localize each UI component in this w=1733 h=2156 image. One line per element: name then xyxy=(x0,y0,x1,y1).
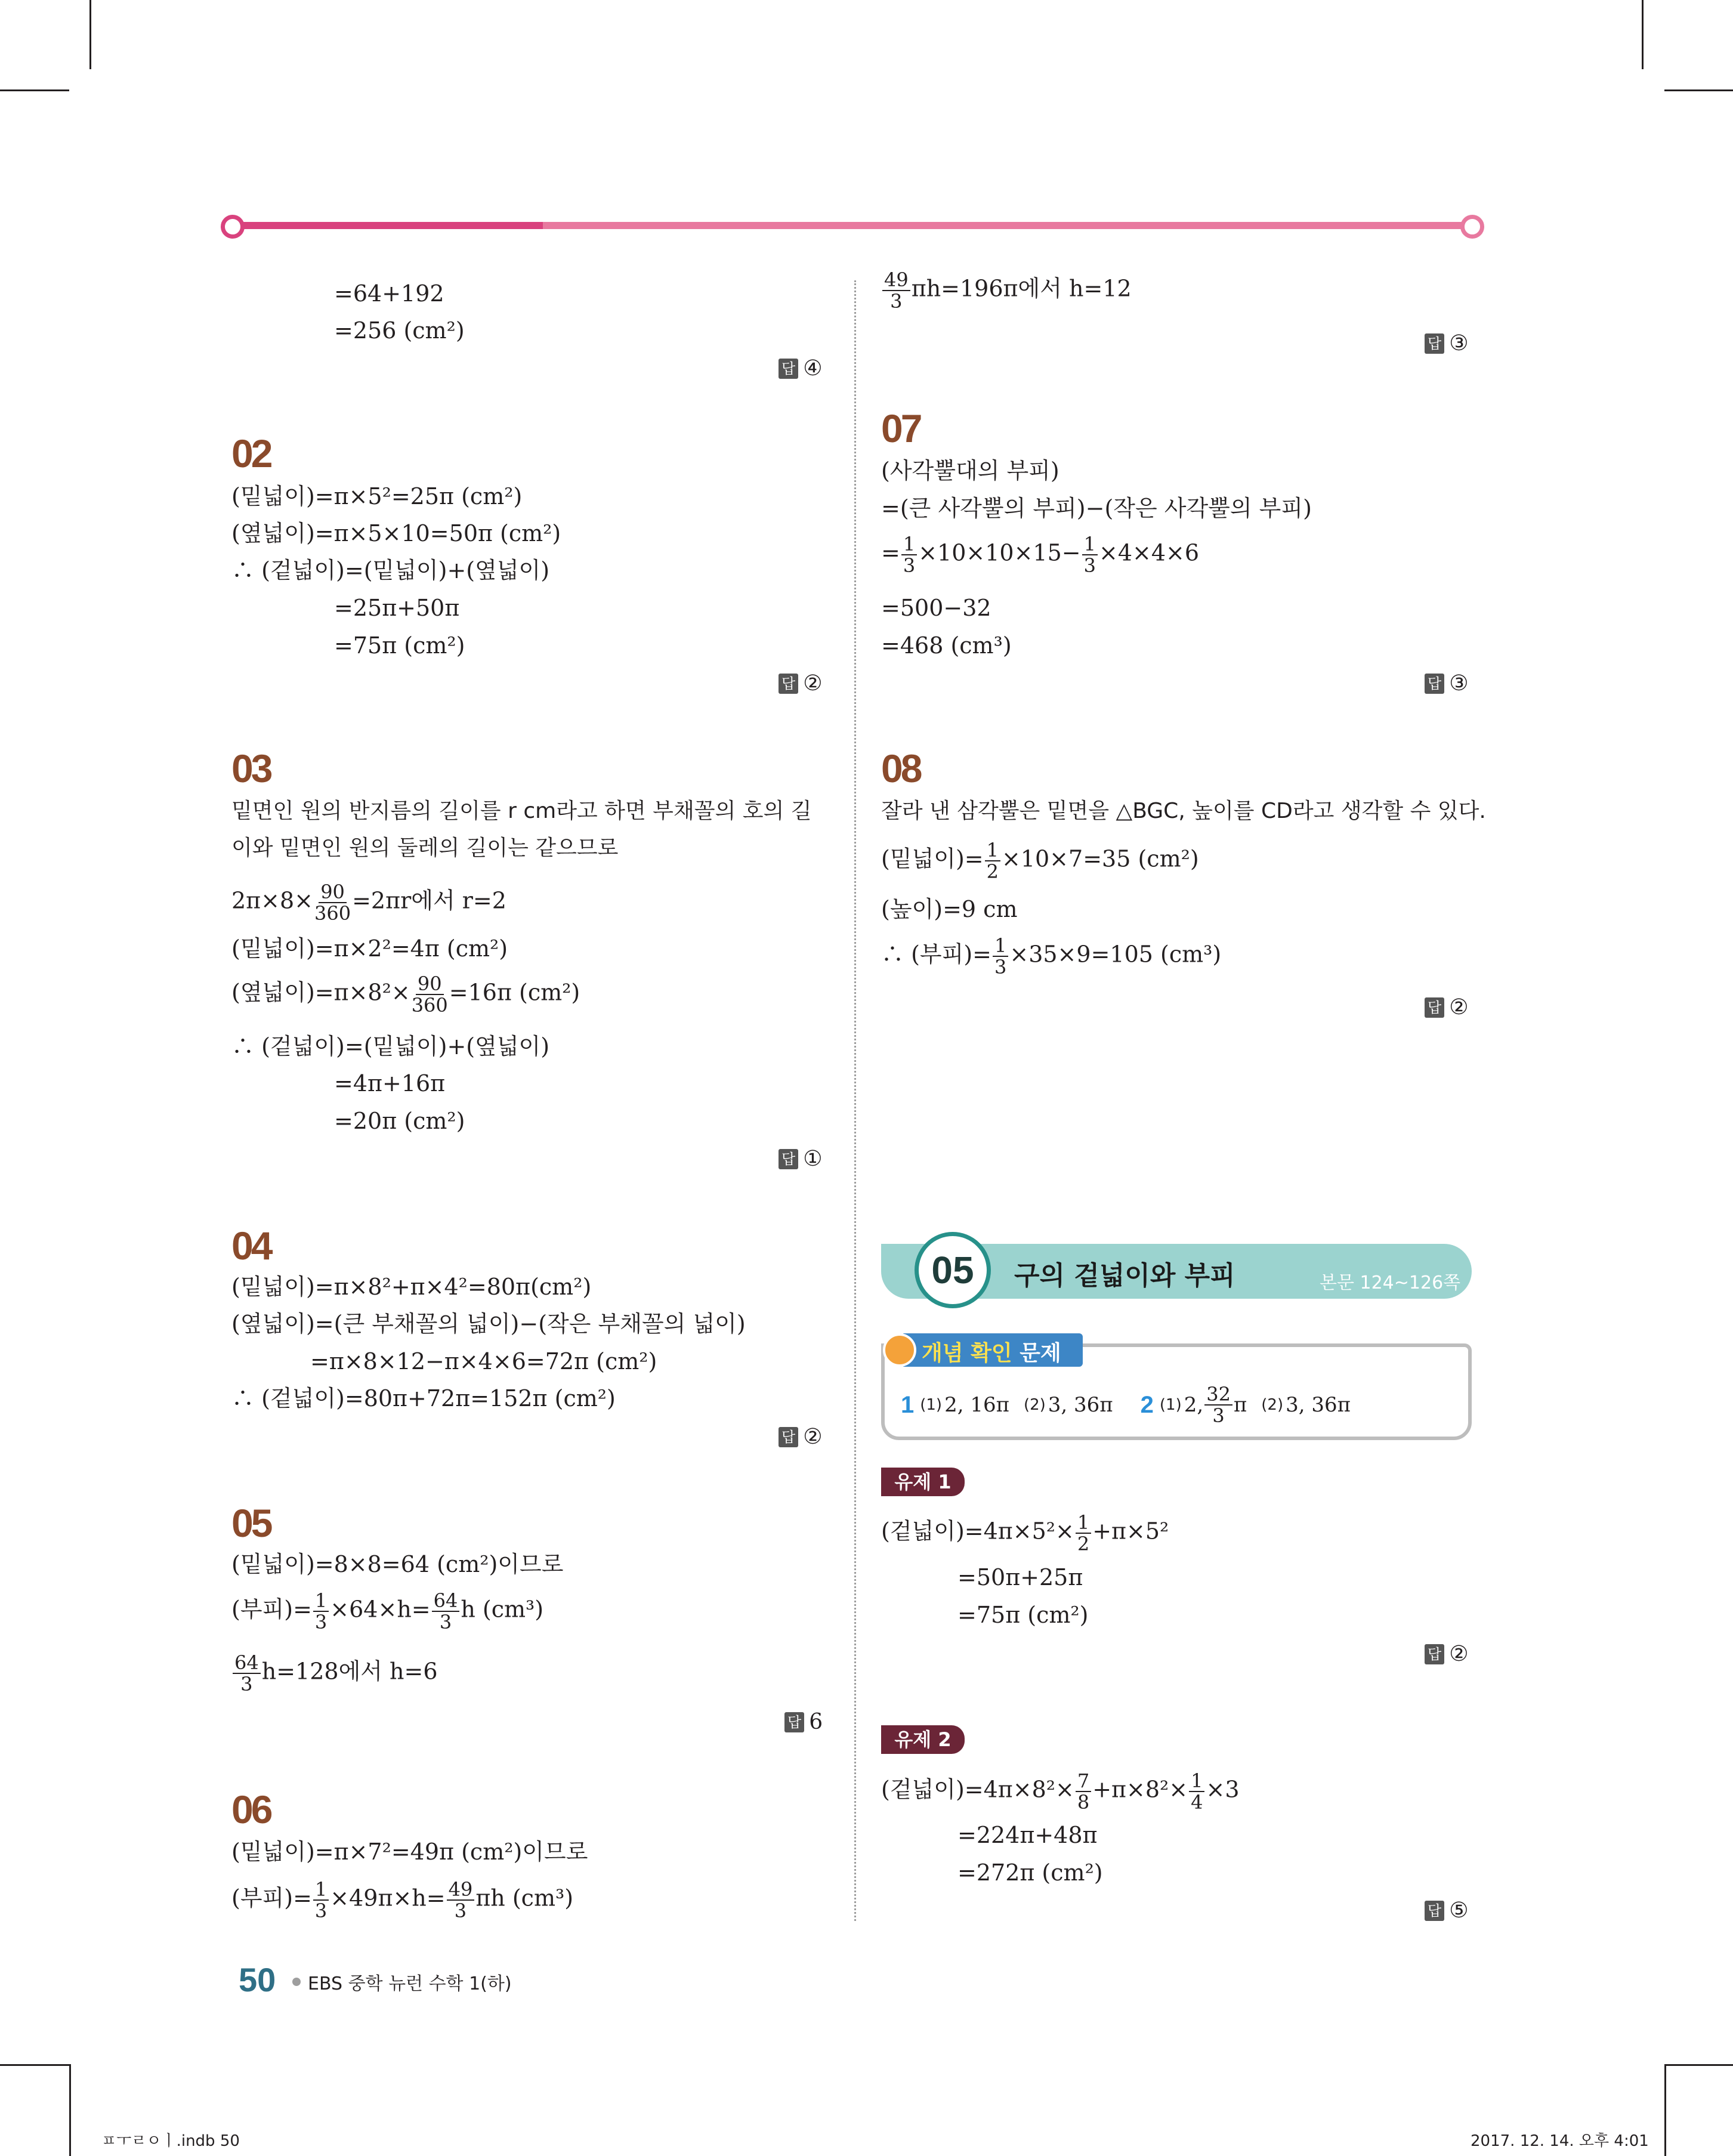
solution-line: =75π (cm²) xyxy=(334,632,465,659)
answer-mark xyxy=(784,1710,823,1734)
crop-mark xyxy=(1664,89,1733,91)
fraction: $\frac{1}{4}$ xyxy=(1189,1771,1204,1812)
expr: =16π (cm²) xyxy=(449,979,580,1006)
answer-tag: 답 xyxy=(779,359,798,379)
solution-line: =20π (cm²) xyxy=(334,1108,465,1134)
solution-line xyxy=(231,974,580,1015)
solution-line xyxy=(231,882,506,923)
crop-mark xyxy=(69,2064,71,2156)
expr: πh=196π에서 h=12 xyxy=(911,275,1132,302)
fraction: $\frac{1}{3}$ xyxy=(901,534,917,576)
solution-line xyxy=(881,840,1199,882)
answer-value: ② xyxy=(1449,1642,1469,1666)
crop-mark xyxy=(1664,2064,1666,2156)
expr: ×35×9=105 (cm³) xyxy=(1009,941,1222,968)
expr: ×49π×h= xyxy=(330,1885,446,1911)
solution-line: (밑넓이)=π×8²+π×4²=80π(cm²) xyxy=(231,1274,592,1300)
fraction: $\frac{49}{3}$ xyxy=(447,1879,475,1921)
expr: (밑넓이)= xyxy=(881,845,984,872)
solution-line: (사각뿔대의 부피) xyxy=(881,458,1059,484)
solution-line xyxy=(231,1652,438,1694)
answer-tag: 답 xyxy=(1425,1644,1444,1664)
crop-mark xyxy=(0,2064,69,2066)
fraction: $\frac{1}{3}$ xyxy=(313,1590,329,1632)
lightbulb-icon xyxy=(883,1333,916,1367)
solution-line: =(큰 사각뿔의 부피)−(작은 사각뿔의 부피) xyxy=(881,495,1312,521)
solution-line: =500−32 xyxy=(881,595,991,621)
part-label: (2) xyxy=(1023,1396,1046,1414)
solution-line xyxy=(881,935,1221,977)
answer-value: ④ xyxy=(803,356,823,381)
solution-line: (높이)=9 cm xyxy=(881,896,1018,922)
problem-number: 04 xyxy=(231,1224,271,1268)
solution-line: =224π+48π xyxy=(957,1822,1098,1848)
answer-value: ① xyxy=(803,1147,823,1171)
answer-value: 2, 16π xyxy=(944,1393,1009,1417)
answer-mark xyxy=(1425,1642,1468,1666)
print-timestamp: 2017. 12. 14. 오후 4:01 xyxy=(1471,2132,1649,2150)
solution-line: =4π+16π xyxy=(334,1070,446,1096)
expr: +π×8²× xyxy=(1092,1776,1188,1803)
answer-mark xyxy=(779,1147,822,1171)
answer-number: 1 xyxy=(901,1391,915,1418)
solution-line: (밑넓이)=8×8=64 (cm²)이므로 xyxy=(231,1551,564,1577)
solution-line: ∴ (겉넓이)=80π+72π=152π (cm²) xyxy=(231,1385,616,1411)
header-bar-dot-right xyxy=(1460,215,1484,239)
fraction: $\frac{1}{2}$ xyxy=(1076,1512,1091,1554)
concept-check-answers xyxy=(901,1384,1351,1426)
answer-tag: 답 xyxy=(1425,997,1444,1018)
expr: ×64×h= xyxy=(330,1596,431,1623)
concept-check-label: 개념 확인 문제 xyxy=(922,1341,1061,1366)
solution-line: =75π (cm²) xyxy=(957,1602,1089,1628)
answer-value: ⑤ xyxy=(1449,1898,1469,1923)
expr: ×10×7=35 (cm²) xyxy=(1001,845,1199,872)
fraction: $\frac{90}{360}$ xyxy=(314,881,351,925)
solution-line: (옆넓이)=(큰 부채꼴의 넓이)−(작은 부채꼴의 넓이) xyxy=(231,1311,746,1337)
answer-mark xyxy=(779,356,822,381)
fraction: $\frac{32}{3}$ xyxy=(1204,1384,1232,1426)
example-tab: 유제 2 xyxy=(881,1725,965,1754)
expr: = xyxy=(881,539,900,566)
fraction: $\frac{64}{3}$ xyxy=(233,1652,261,1694)
expr: ∴ (부피)= xyxy=(881,941,991,968)
answer-mark xyxy=(1425,671,1468,696)
fraction: $\frac{1}{2}$ xyxy=(985,840,1000,882)
solution-line: =468 (cm³) xyxy=(881,632,1012,659)
answer-value: 2, xyxy=(1184,1393,1204,1417)
answer-mark xyxy=(779,671,822,696)
solution-text: 이와 밑면인 원의 둘레의 길이는 같으므로 xyxy=(231,836,619,860)
expr: (겉넓이)=4π×8²× xyxy=(881,1776,1074,1803)
part-label: (1) xyxy=(920,1396,943,1414)
expr: h (cm³) xyxy=(461,1596,544,1623)
problem-number: 08 xyxy=(881,746,920,790)
answer-tag: 답 xyxy=(1425,1901,1444,1921)
answer-mark xyxy=(779,1425,822,1449)
expr: (부피)= xyxy=(231,1885,312,1911)
fraction: $\frac{7}{8}$ xyxy=(1076,1771,1091,1812)
fraction: $\frac{1}{3}$ xyxy=(313,1879,329,1921)
expr: h=128에서 h=6 xyxy=(261,1658,438,1685)
solution-line: =50π+25π xyxy=(957,1564,1083,1590)
header-bar-right xyxy=(543,222,1471,229)
problem-number: 07 xyxy=(881,406,920,450)
part-label: (2) xyxy=(1261,1396,1284,1414)
answer-value: 3, 36π xyxy=(1048,1393,1113,1417)
fraction: $\frac{1}{3}$ xyxy=(993,935,1008,977)
answer-tag: 답 xyxy=(779,674,798,694)
answer-tag: 답 xyxy=(1425,333,1444,354)
expr: ×3 xyxy=(1206,1776,1240,1803)
solution-line xyxy=(881,534,1199,576)
column-divider xyxy=(854,280,856,1921)
expr: =2πr에서 r=2 xyxy=(352,887,506,914)
answer-value: ② xyxy=(803,671,823,696)
part-label: (1) xyxy=(1159,1396,1182,1414)
crop-mark xyxy=(0,89,69,91)
crop-mark xyxy=(89,0,91,69)
page-number: 50 xyxy=(239,1961,276,1999)
expr: +π×5² xyxy=(1092,1518,1169,1545)
fraction: $\frac{1}{3}$ xyxy=(1082,534,1098,576)
solution-line: (밑넓이)=π×2²=4π (cm²) xyxy=(231,935,508,962)
answer-mark xyxy=(1425,995,1468,1020)
answer-number: 2 xyxy=(1140,1391,1154,1418)
fraction: $\frac{90}{360}$ xyxy=(411,972,448,1017)
answer-value: ③ xyxy=(1449,671,1469,696)
expr: (옆넓이)=π×8²× xyxy=(231,979,410,1006)
answer-mark xyxy=(1425,1898,1468,1923)
solution-line: ∴ (겉넓이)=(밑넓이)+(옆넓이) xyxy=(231,1033,550,1060)
solution-line: (밑넓이)=π×7²=49π (cm²)이므로 xyxy=(231,1839,588,1865)
section-number: 05 xyxy=(915,1232,991,1308)
fraction: $\frac{64}{3}$ xyxy=(432,1590,460,1632)
solution-line: ∴ (겉넓이)=(밑넓이)+(옆넓이) xyxy=(231,557,550,583)
solution-line xyxy=(881,1771,1240,1812)
expr: ×10×10×15− xyxy=(918,539,1081,566)
expr: (겉넓이)=4π×5²× xyxy=(881,1518,1074,1545)
problem-number: 03 xyxy=(231,746,271,790)
solution-line: =272π (cm²) xyxy=(957,1860,1103,1886)
expr: (부피)= xyxy=(231,1596,312,1623)
answer-value: ③ xyxy=(1449,331,1469,356)
answer-value: ② xyxy=(1449,995,1469,1020)
solution-line: =64+192 xyxy=(334,280,444,307)
fraction: $\frac{49}{3}$ xyxy=(882,270,910,311)
solution-line xyxy=(881,270,1132,311)
section-title: 구의 겉넓이와 부피 xyxy=(1014,1261,1235,1291)
answer-value: π xyxy=(1233,1393,1247,1417)
print-file-info: ㅍㅜㄹㅇㅣ.indb 50 xyxy=(101,2132,240,2150)
answer-tag: 답 xyxy=(779,1149,798,1169)
problem-number: 05 xyxy=(231,1501,271,1545)
solution-line xyxy=(231,1590,543,1632)
header-bar-dot-left xyxy=(221,215,245,239)
solution-text: 밑면인 원의 반지름의 길이를 r cm라고 하면 부채꼴의 호의 길 xyxy=(231,799,812,823)
solution-line xyxy=(231,1879,573,1921)
header-bar-left xyxy=(233,222,543,229)
answer-value: 3, 36π xyxy=(1286,1393,1351,1417)
expr: ×4×4×6 xyxy=(1098,539,1200,566)
crop-mark xyxy=(1642,0,1644,69)
solution-line: (밑넓이)=π×5²=25π (cm²) xyxy=(231,483,523,509)
solution-line xyxy=(881,1512,1169,1554)
book-title-text: EBS 중학 뉴런 수학 1(하) xyxy=(308,1973,512,1994)
answer-tag: 답 xyxy=(779,1427,798,1447)
answer-tag: 답 xyxy=(784,1712,804,1732)
answer-value: ② xyxy=(803,1425,823,1449)
solution-line: =25π+50π xyxy=(334,595,460,621)
crop-mark xyxy=(1664,2064,1733,2066)
problem-number: 06 xyxy=(231,1787,271,1831)
example-tab: 유제 1 xyxy=(881,1468,965,1496)
problem-number: 02 xyxy=(231,431,271,475)
bullet-icon xyxy=(292,1978,301,1986)
solution-text: 잘라 낸 삼각뿔은 밑면을 △BGC, 높이를 CD라고 생각할 수 있다. xyxy=(881,799,1486,823)
solution-line: =π×8×12−π×4×6=72π (cm²) xyxy=(310,1348,657,1374)
solution-line: (옆넓이)=π×5×10=50π (cm²) xyxy=(231,520,561,546)
book-title xyxy=(292,1969,512,1995)
expr: 2π×8× xyxy=(231,887,314,914)
answer-tag: 답 xyxy=(1425,674,1444,694)
answer-value: 6 xyxy=(809,1710,823,1734)
answer-mark xyxy=(1425,331,1468,356)
expr: πh (cm³) xyxy=(475,1885,574,1911)
solution-line: =256 (cm²) xyxy=(334,317,465,344)
section-page-ref: 본문 124~126쪽 xyxy=(1320,1272,1461,1293)
